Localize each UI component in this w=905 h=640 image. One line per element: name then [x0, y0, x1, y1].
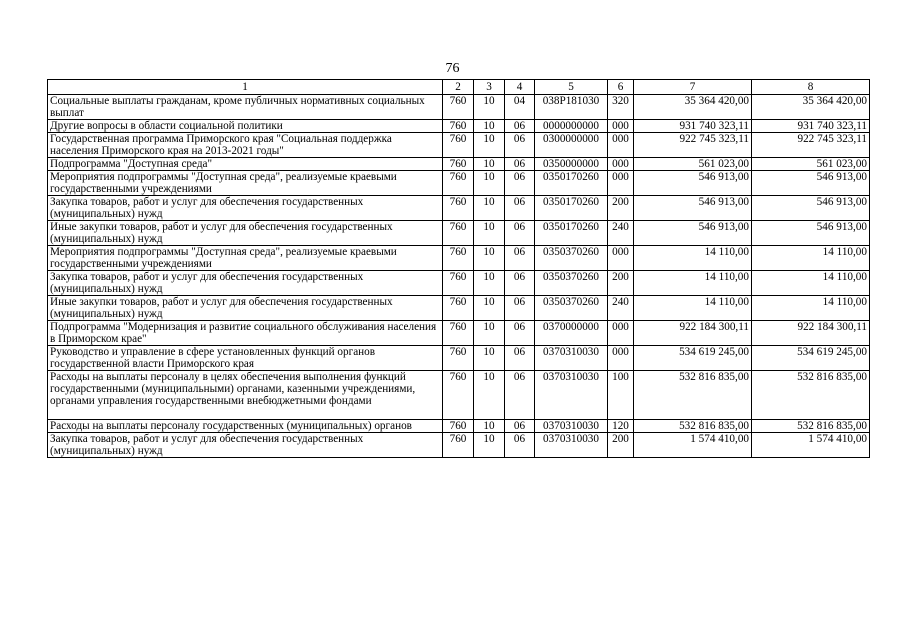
cell-code-5: 0350170260	[535, 221, 608, 246]
row-name: Подпрограмма "Модернизация и развитие социального обслуживания населения в Приморском крае"	[48, 321, 443, 346]
cell-amount-7: 534 619 245,00	[634, 346, 752, 371]
cell-code-2: 760	[443, 346, 474, 371]
cell-code-3: 10	[474, 296, 505, 321]
cell-code-4: 06	[505, 158, 535, 171]
cell-amount-7: 922 184 300,11	[634, 321, 752, 346]
cell-code-2: 760	[443, 221, 474, 246]
cell-amount-8: 534 619 245,00	[752, 346, 870, 371]
cell-code-3: 10	[474, 246, 505, 271]
cell-amount-8: 931 740 323,11	[752, 120, 870, 133]
cell-code-2: 760	[443, 271, 474, 296]
cell-code-3: 10	[474, 95, 505, 120]
cell-amount-7: 922 745 323,11	[634, 133, 752, 158]
cell-amount-8: 546 913,00	[752, 171, 870, 196]
cell-code-6: 000	[608, 171, 634, 196]
cell-code-6: 000	[608, 246, 634, 271]
cell-amount-7: 931 740 323,11	[634, 120, 752, 133]
cell-amount-8: 546 913,00	[752, 221, 870, 246]
cell-code-4: 06	[505, 120, 535, 133]
cell-code-3: 10	[474, 120, 505, 133]
page-number: 76	[445, 61, 460, 76]
row-name: Руководство и управление в сфере установленных функций органов государственной власти Приморского края	[48, 346, 443, 371]
cell-code-6: 240	[608, 221, 634, 246]
cell-amount-7: 546 913,00	[634, 171, 752, 196]
table-row	[48, 120, 870, 133]
row-name: Мероприятия подпрограммы "Доступная среда", реализуемые краевыми государственными учреждениями	[48, 171, 443, 196]
header-row	[48, 80, 870, 95]
cell-code-5: 0370000000	[535, 321, 608, 346]
cell-amount-8: 922 184 300,11	[752, 321, 870, 346]
row-name: Расходы на выплаты персоналу в целях обеспечения выполнения функций государственными (муниципальными) органами, казенными учреждениями, органами управления государственными внебюджетными фондами	[48, 371, 443, 420]
cell-code-5: 0350170260	[535, 171, 608, 196]
table-row	[48, 420, 870, 433]
cell-amount-8: 14 110,00	[752, 296, 870, 321]
row-name: Закупка товаров, работ и услуг для обеспечения государственных (муниципальных) нужд	[48, 433, 443, 458]
cell-code-3: 10	[474, 171, 505, 196]
cell-code-6: 320	[608, 95, 634, 120]
cell-amount-7: 1 574 410,00	[634, 433, 752, 458]
cell-code-2: 760	[443, 371, 474, 420]
cell-code-3: 10	[474, 158, 505, 171]
cell-code-2: 760	[443, 95, 474, 120]
row-name: Социальные выплаты гражданам, кроме публичных нормативных социальных выплат	[48, 95, 443, 120]
cell-amount-8: 922 745 323,11	[752, 133, 870, 158]
cell-code-3: 10	[474, 271, 505, 296]
cell-code-4: 06	[505, 346, 535, 371]
cell-amount-8: 532 816 835,00	[752, 420, 870, 433]
table-row	[48, 171, 870, 196]
cell-code-2: 760	[443, 420, 474, 433]
row-name: Закупка товаров, работ и услуг для обеспечения государственных (муниципальных) нужд	[48, 271, 443, 296]
cell-code-5: 0370310030	[535, 371, 608, 420]
cell-amount-7: 14 110,00	[634, 296, 752, 321]
table-row	[48, 321, 870, 346]
cell-code-6: 000	[608, 120, 634, 133]
cell-code-4: 06	[505, 271, 535, 296]
cell-code-6: 200	[608, 433, 634, 458]
row-name: Иные закупки товаров, работ и услуг для обеспечения государственных (муниципальных) нужд	[48, 221, 443, 246]
cell-code-3: 10	[474, 433, 505, 458]
cell-code-2: 760	[443, 120, 474, 133]
cell-code-5: 0370310030	[535, 346, 608, 371]
row-name: Другие вопросы в области социальной политики	[48, 120, 443, 133]
cell-code-6: 200	[608, 196, 634, 221]
cell-code-3: 10	[474, 196, 505, 221]
cell-code-5: 0350370260	[535, 296, 608, 321]
cell-code-5: 0300000000	[535, 133, 608, 158]
cell-code-3: 10	[474, 371, 505, 420]
cell-code-4: 06	[505, 433, 535, 458]
cell-amount-8: 1 574 410,00	[752, 433, 870, 458]
column-header: 6	[608, 80, 634, 95]
cell-code-3: 10	[474, 133, 505, 158]
cell-code-3: 10	[474, 346, 505, 371]
column-header: 1	[48, 80, 443, 95]
cell-code-6: 120	[608, 420, 634, 433]
cell-code-6: 200	[608, 271, 634, 296]
cell-code-4: 06	[505, 221, 535, 246]
cell-code-6: 240	[608, 296, 634, 321]
cell-amount-8: 532 816 835,00	[752, 371, 870, 420]
cell-amount-7: 35 364 420,00	[634, 95, 752, 120]
cell-code-4: 06	[505, 246, 535, 271]
cell-code-4: 06	[505, 321, 535, 346]
table-row	[48, 196, 870, 221]
column-header: 8	[752, 80, 870, 95]
cell-code-5: 0350370260	[535, 271, 608, 296]
cell-code-4: 06	[505, 133, 535, 158]
cell-code-2: 760	[443, 433, 474, 458]
table-row	[48, 271, 870, 296]
cell-code-4: 06	[505, 171, 535, 196]
cell-code-4: 04	[505, 95, 535, 120]
row-name: Закупка товаров, работ и услуг для обеспечения государственных (муниципальных) нужд	[48, 196, 443, 221]
column-header: 7	[634, 80, 752, 95]
row-name: Государственная программа Приморского края "Социальная поддержка населения Приморского края на 2013-2021 годы"	[48, 133, 443, 158]
column-header: 2	[443, 80, 474, 95]
table-row	[48, 246, 870, 271]
table-row	[48, 433, 870, 458]
cell-code-2: 760	[443, 196, 474, 221]
row-name: Подпрограмма "Доступная среда"	[48, 158, 443, 171]
column-header: 4	[505, 80, 535, 95]
cell-amount-7: 14 110,00	[634, 271, 752, 296]
cell-amount-8: 14 110,00	[752, 271, 870, 296]
cell-amount-8: 14 110,00	[752, 246, 870, 271]
cell-code-4: 06	[505, 371, 535, 420]
cell-code-4: 06	[505, 296, 535, 321]
cell-amount-7: 14 110,00	[634, 246, 752, 271]
cell-code-5: 0350370260	[535, 246, 608, 271]
cell-code-2: 760	[443, 158, 474, 171]
cell-code-3: 10	[474, 321, 505, 346]
cell-code-3: 10	[474, 420, 505, 433]
cell-amount-7: 532 816 835,00	[634, 420, 752, 433]
table-row	[48, 221, 870, 246]
table-row	[48, 296, 870, 321]
cell-code-5: 038P181030	[535, 95, 608, 120]
row-name: Расходы на выплаты персоналу государственных (муниципальных) органов	[48, 420, 443, 433]
cell-code-6: 000	[608, 346, 634, 371]
cell-code-5: 0370310030	[535, 420, 608, 433]
budget-table	[47, 79, 870, 458]
table-row	[48, 95, 870, 120]
cell-amount-7: 546 913,00	[634, 221, 752, 246]
row-name: Иные закупки товаров, работ и услуг для обеспечения государственных (муниципальных) нужд	[48, 296, 443, 321]
cell-amount-7: 532 816 835,00	[634, 371, 752, 420]
cell-code-6: 000	[608, 133, 634, 158]
table-row	[48, 346, 870, 371]
cell-code-2: 760	[443, 296, 474, 321]
cell-code-2: 760	[443, 171, 474, 196]
cell-code-2: 760	[443, 246, 474, 271]
cell-amount-7: 546 913,00	[634, 196, 752, 221]
table-row	[48, 133, 870, 158]
column-header: 5	[535, 80, 608, 95]
cell-amount-8: 561 023,00	[752, 158, 870, 171]
cell-code-6: 100	[608, 371, 634, 420]
row-name: Мероприятия подпрограммы "Доступная среда", реализуемые краевыми государственными учреждениями	[48, 246, 443, 271]
cell-code-3: 10	[474, 221, 505, 246]
cell-amount-8: 546 913,00	[752, 196, 870, 221]
table-row	[48, 371, 870, 420]
cell-code-2: 760	[443, 321, 474, 346]
cell-code-5: 0350000000	[535, 158, 608, 171]
cell-code-5: 0370310030	[535, 433, 608, 458]
cell-code-4: 06	[505, 420, 535, 433]
cell-amount-8: 35 364 420,00	[752, 95, 870, 120]
cell-code-6: 000	[608, 158, 634, 171]
column-header: 3	[474, 80, 505, 95]
cell-code-6: 000	[608, 321, 634, 346]
cell-amount-7: 561 023,00	[634, 158, 752, 171]
cell-code-5: 0350170260	[535, 196, 608, 221]
cell-code-4: 06	[505, 196, 535, 221]
table-row	[48, 158, 870, 171]
cell-code-2: 760	[443, 133, 474, 158]
cell-code-5: 0000000000	[535, 120, 608, 133]
